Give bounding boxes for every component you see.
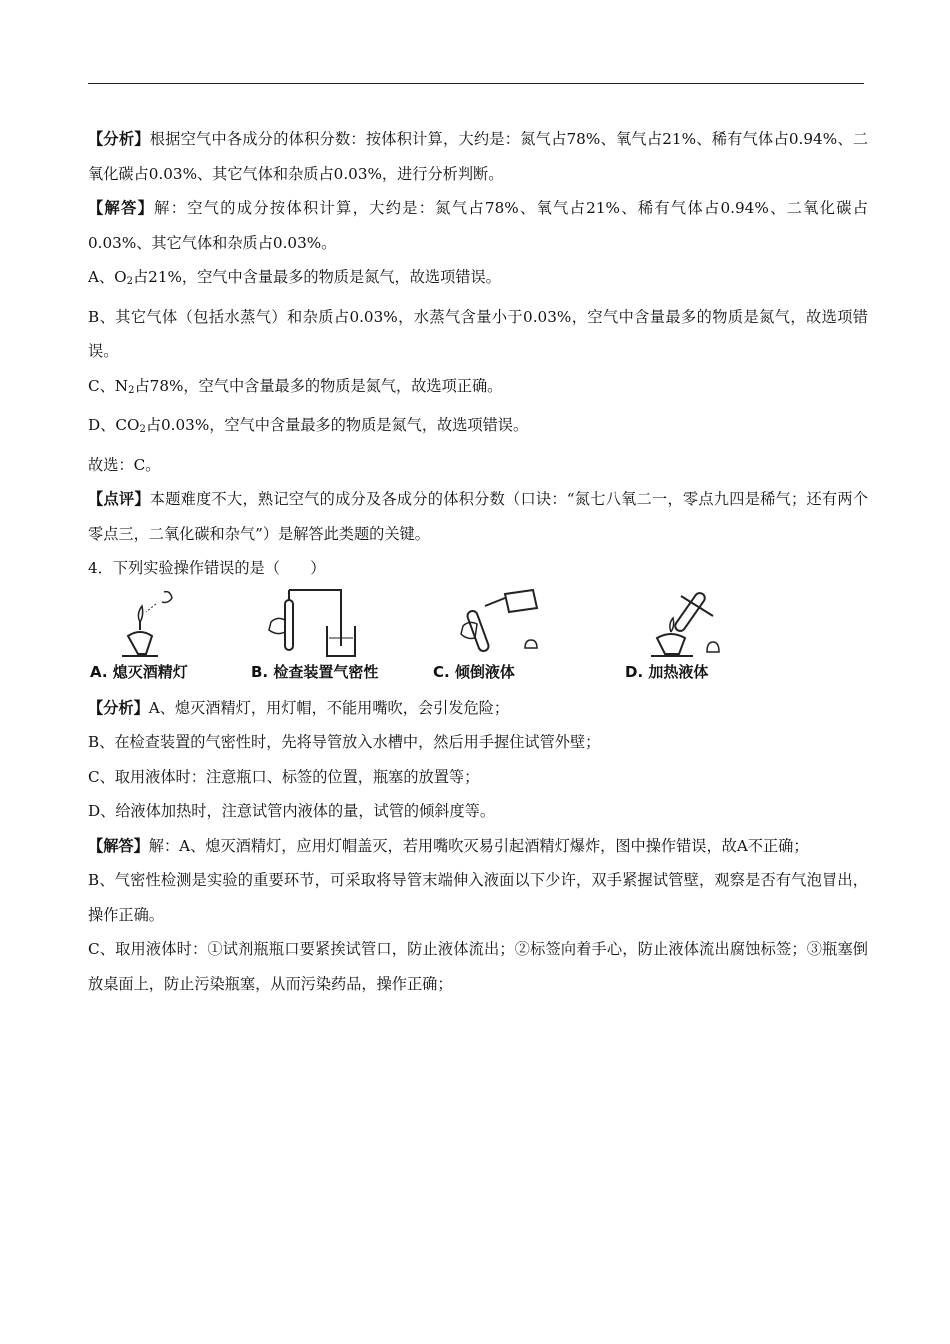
answer2-text: 解：A、熄灭酒精灯，应用灯帽盖灭，若用嘴吹灭易引起酒精灯爆炸，图中操作错误，故A不正确；	[148, 836, 809, 855]
figure-c-label: C. 倾倒液体	[433, 662, 515, 681]
answer-text: 解：空气的成分按体积计算，大约是：氮气占78%、氧气占21%、稀有气体占0.94%、二氧化碳占0.03%、其它气体和杂质占0.03%。	[88, 199, 868, 252]
option-b-line: B、其它气体（包括水蒸气）和杂质占0.03%，水蒸气含量小于0.03%，空气中含量最多的物质是氮气，故选项错误。	[88, 307, 868, 360]
analysis2-paragraph	[88, 691, 868, 726]
option-a-line: A、$O_2$占21%，空气中含量最多的物质是氮气，故选项错误。	[88, 268, 501, 287]
answer2-paragraph	[88, 829, 868, 864]
alcohol-lamp-blow-icon	[90, 586, 200, 661]
option-c-line: C、$N_2$占78%，空气中含量最多的物质是氮气，故选项正确。	[88, 376, 503, 396]
question-4: 4．下列实验操作错误的是（ ）	[88, 559, 326, 577]
airtightness-check-icon	[251, 586, 381, 661]
figure-row	[88, 586, 868, 691]
option-d-line: D、$CO_2$占0.03%，空气中含量最多的物质是氮气，故选项错误。	[88, 416, 529, 435]
comment-paragraph	[88, 482, 868, 551]
analysis2-tag: 【分析】	[88, 698, 149, 717]
figure-b	[251, 586, 401, 691]
analysis2-b: B、在检查装置的气密性时，先将导管放入水槽中，然后用手握住试管外壁；	[88, 733, 601, 751]
figure-c	[433, 586, 583, 691]
analysis2-d: D、给液体加热时，注意试管内液体的量，试管的倾斜度等。	[88, 802, 496, 820]
answer-paragraph	[88, 191, 868, 260]
pour-liquid-icon	[433, 586, 553, 661]
figure-a	[90, 586, 240, 691]
answer2-c: C、取用液体时：①试剂瓶瓶口要紧挨试管口，防止液体流出；②标签向着手心，防止液体流出腐蚀标签；③瓶塞倒放桌面上，防止污染瓶塞，从而污染药品，操作正确；	[88, 940, 868, 993]
heat-liquid-icon	[625, 586, 745, 661]
analysis2-text: A、熄灭酒精灯，用灯帽，不能用嘴吹，会引发危险；	[148, 698, 510, 717]
figure-a-label: A. 熄灭酒精灯	[90, 662, 188, 681]
analysis-paragraph	[88, 122, 868, 191]
comment-tag: 【点评】	[88, 490, 150, 508]
answer2-b: B、气密性检测是实验的重要环节，可采取将导管末端伸入液面以下少许，双手紧握试管壁，观察是否有气泡冒出，操作正确。	[88, 871, 868, 924]
answer-tag: 【解答】	[88, 199, 155, 217]
figure-b-label: B. 检查装置气密性	[251, 662, 379, 681]
choose-line: 故选：C。	[88, 455, 161, 474]
analysis2-c: C、取用液体时：注意瓶口、标签的位置，瓶塞的放置等；	[88, 767, 480, 786]
answer2-tag: 【解答】	[88, 836, 149, 855]
analysis-text: 根据空气中各成分的体积分数：按体积计算，大约是：氮气占78%、氧气占21%、稀有气体占0.94%、二氧化碳占0.03%、其它气体和杂质占0.03%，进行分析判断。	[88, 130, 869, 183]
figure-d	[625, 586, 775, 691]
header-rule	[88, 83, 864, 84]
comment-text: 本题难度不大，熟记空气的成分及各成分的体积分数（口诀：“氮七八氧二一，零点九四是稀气；还有两个零点三，二氧化碳和杂气”）是解答此类题的关键。	[88, 490, 869, 543]
figure-d-label: D. 加热液体	[625, 662, 709, 681]
analysis-tag: 【分析】	[88, 130, 150, 148]
document-body	[88, 122, 868, 1001]
